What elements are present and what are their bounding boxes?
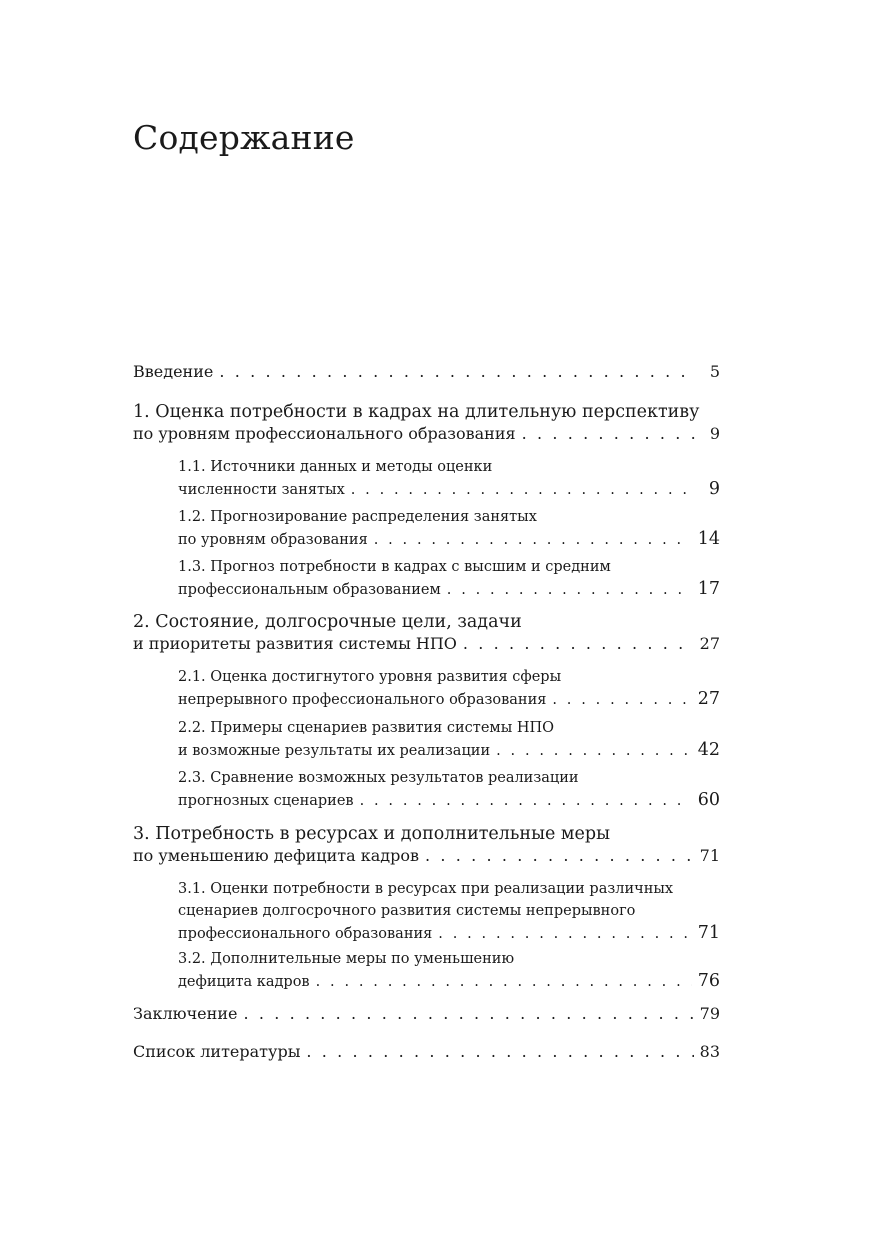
dot-leader [447, 579, 692, 601]
toc-entry-title-line: профессионального образования [178, 926, 433, 942]
toc-entry-references[interactable] [133, 1042, 720, 1061]
toc-entry-title: Введение [133, 362, 214, 381]
toc-entry-title-line: и возможные результаты их реализации [178, 743, 491, 759]
toc-page-number: 9 [708, 479, 720, 499]
toc-entry-title-line: 1.2. Прогнозирование распределения занятых [178, 509, 537, 525]
toc-page-number: 76 [697, 971, 720, 991]
dot-leader [552, 689, 691, 711]
toc-page-number: 27 [697, 689, 720, 709]
dot-leader [496, 740, 692, 762]
toc-page-number: 83 [699, 1042, 720, 1061]
toc-entry-title-line: 3. Потребность в ресурсах и дополнительные меры [133, 824, 611, 844]
toc-entry-title-line: 2.1. Оценка достигнутого уровня развития сферы [178, 669, 562, 685]
toc-page-number: 17 [697, 579, 720, 599]
toc-entry-title-line: 3.1. Оценки потребности в ресурсах при реализации различных [178, 881, 674, 897]
dot-leader [360, 790, 692, 812]
dot-leader [522, 424, 696, 443]
toc-page-number: 27 [699, 634, 720, 653]
toc-entry-chapter-3[interactable] [133, 822, 720, 865]
toc-page-number: 14 [697, 529, 720, 549]
toc-page-number: 60 [697, 790, 720, 810]
toc-entry-section-1-2[interactable] [178, 506, 720, 551]
toc-entry-chapter-2[interactable] [133, 610, 720, 653]
toc-entry-introduction[interactable] [133, 362, 720, 381]
toc-entry-chapter-1[interactable] [133, 400, 720, 443]
toc-entry-title-line: дефицита кадров [178, 974, 310, 990]
toc-entry-section-2-3[interactable] [178, 767, 720, 812]
toc-entry-section-3-2[interactable] [178, 948, 720, 993]
toc-page-number: 9 [709, 424, 720, 443]
toc-entry-title-line: 2.2. Примеры сценариев развития системы НПО [178, 720, 555, 736]
toc-entry-conclusion[interactable] [133, 1004, 720, 1023]
dot-leader [306, 1042, 693, 1061]
toc-entry-title-line: прогнозных сценариев [178, 793, 354, 809]
toc-entry-section-1-3[interactable] [178, 556, 720, 601]
toc-entry-title-line: по уровням образования [178, 532, 368, 548]
toc-entry-section-2-1[interactable] [178, 666, 720, 711]
toc-entry-section-1-1[interactable] [178, 456, 720, 501]
toc-entry-title-line: непрерывного профессионального образования [178, 692, 547, 708]
toc-entry-title-line: 3.2. Дополнительные меры по уменьшению [178, 951, 515, 967]
toc-entry-title-line: профессиональным образованием [178, 582, 441, 598]
page-title: Содержание [133, 118, 355, 157]
toc-entry-title-line: и приоритеты развития системы НПО [133, 634, 457, 653]
toc-entry-title-line: 1.1. Источники данных и методы оценки [178, 459, 493, 475]
dot-leader [351, 479, 696, 501]
toc-entry-title-line: 1. Оценка потребности в кадрах на длительную перспективу [133, 402, 700, 422]
toc-page-number: 5 [709, 362, 720, 381]
toc-entry-title-line: по уровням профессионального образования [133, 424, 516, 443]
toc-entry-title-line: 2. Состояние, долгосрочные цели, задачи [133, 612, 522, 632]
toc-entry-title-line: сценариев долгосрочного развития системы непрерывного [178, 903, 636, 919]
dot-leader [438, 923, 691, 945]
toc-page-number: 42 [697, 740, 720, 760]
dot-leader [316, 971, 692, 993]
dot-leader [374, 529, 692, 551]
toc-entry-title: Заключение [133, 1004, 238, 1023]
toc-entry-title-line: по уменьшению дефицита кадров [133, 846, 419, 865]
toc-page-number: 79 [699, 1004, 720, 1023]
toc-entry-title-line: численности занятых [178, 482, 345, 498]
toc-entry-section-2-2[interactable] [178, 717, 720, 762]
toc-entry-title-line: 2.3. Сравнение возможных результатов реализации [178, 770, 579, 786]
toc-page-number: 71 [699, 846, 720, 865]
dot-leader [219, 362, 696, 381]
toc-entry-title-line: 1.3. Прогноз потребности в кадрах с высшим и средним [178, 559, 611, 575]
toc-entry-section-3-1[interactable] [178, 878, 720, 945]
dot-leader [243, 1004, 693, 1023]
toc-page-number: 71 [697, 923, 720, 943]
toc-entry-title: Список литературы [133, 1042, 301, 1061]
dot-leader [463, 634, 694, 653]
dot-leader [425, 846, 694, 865]
